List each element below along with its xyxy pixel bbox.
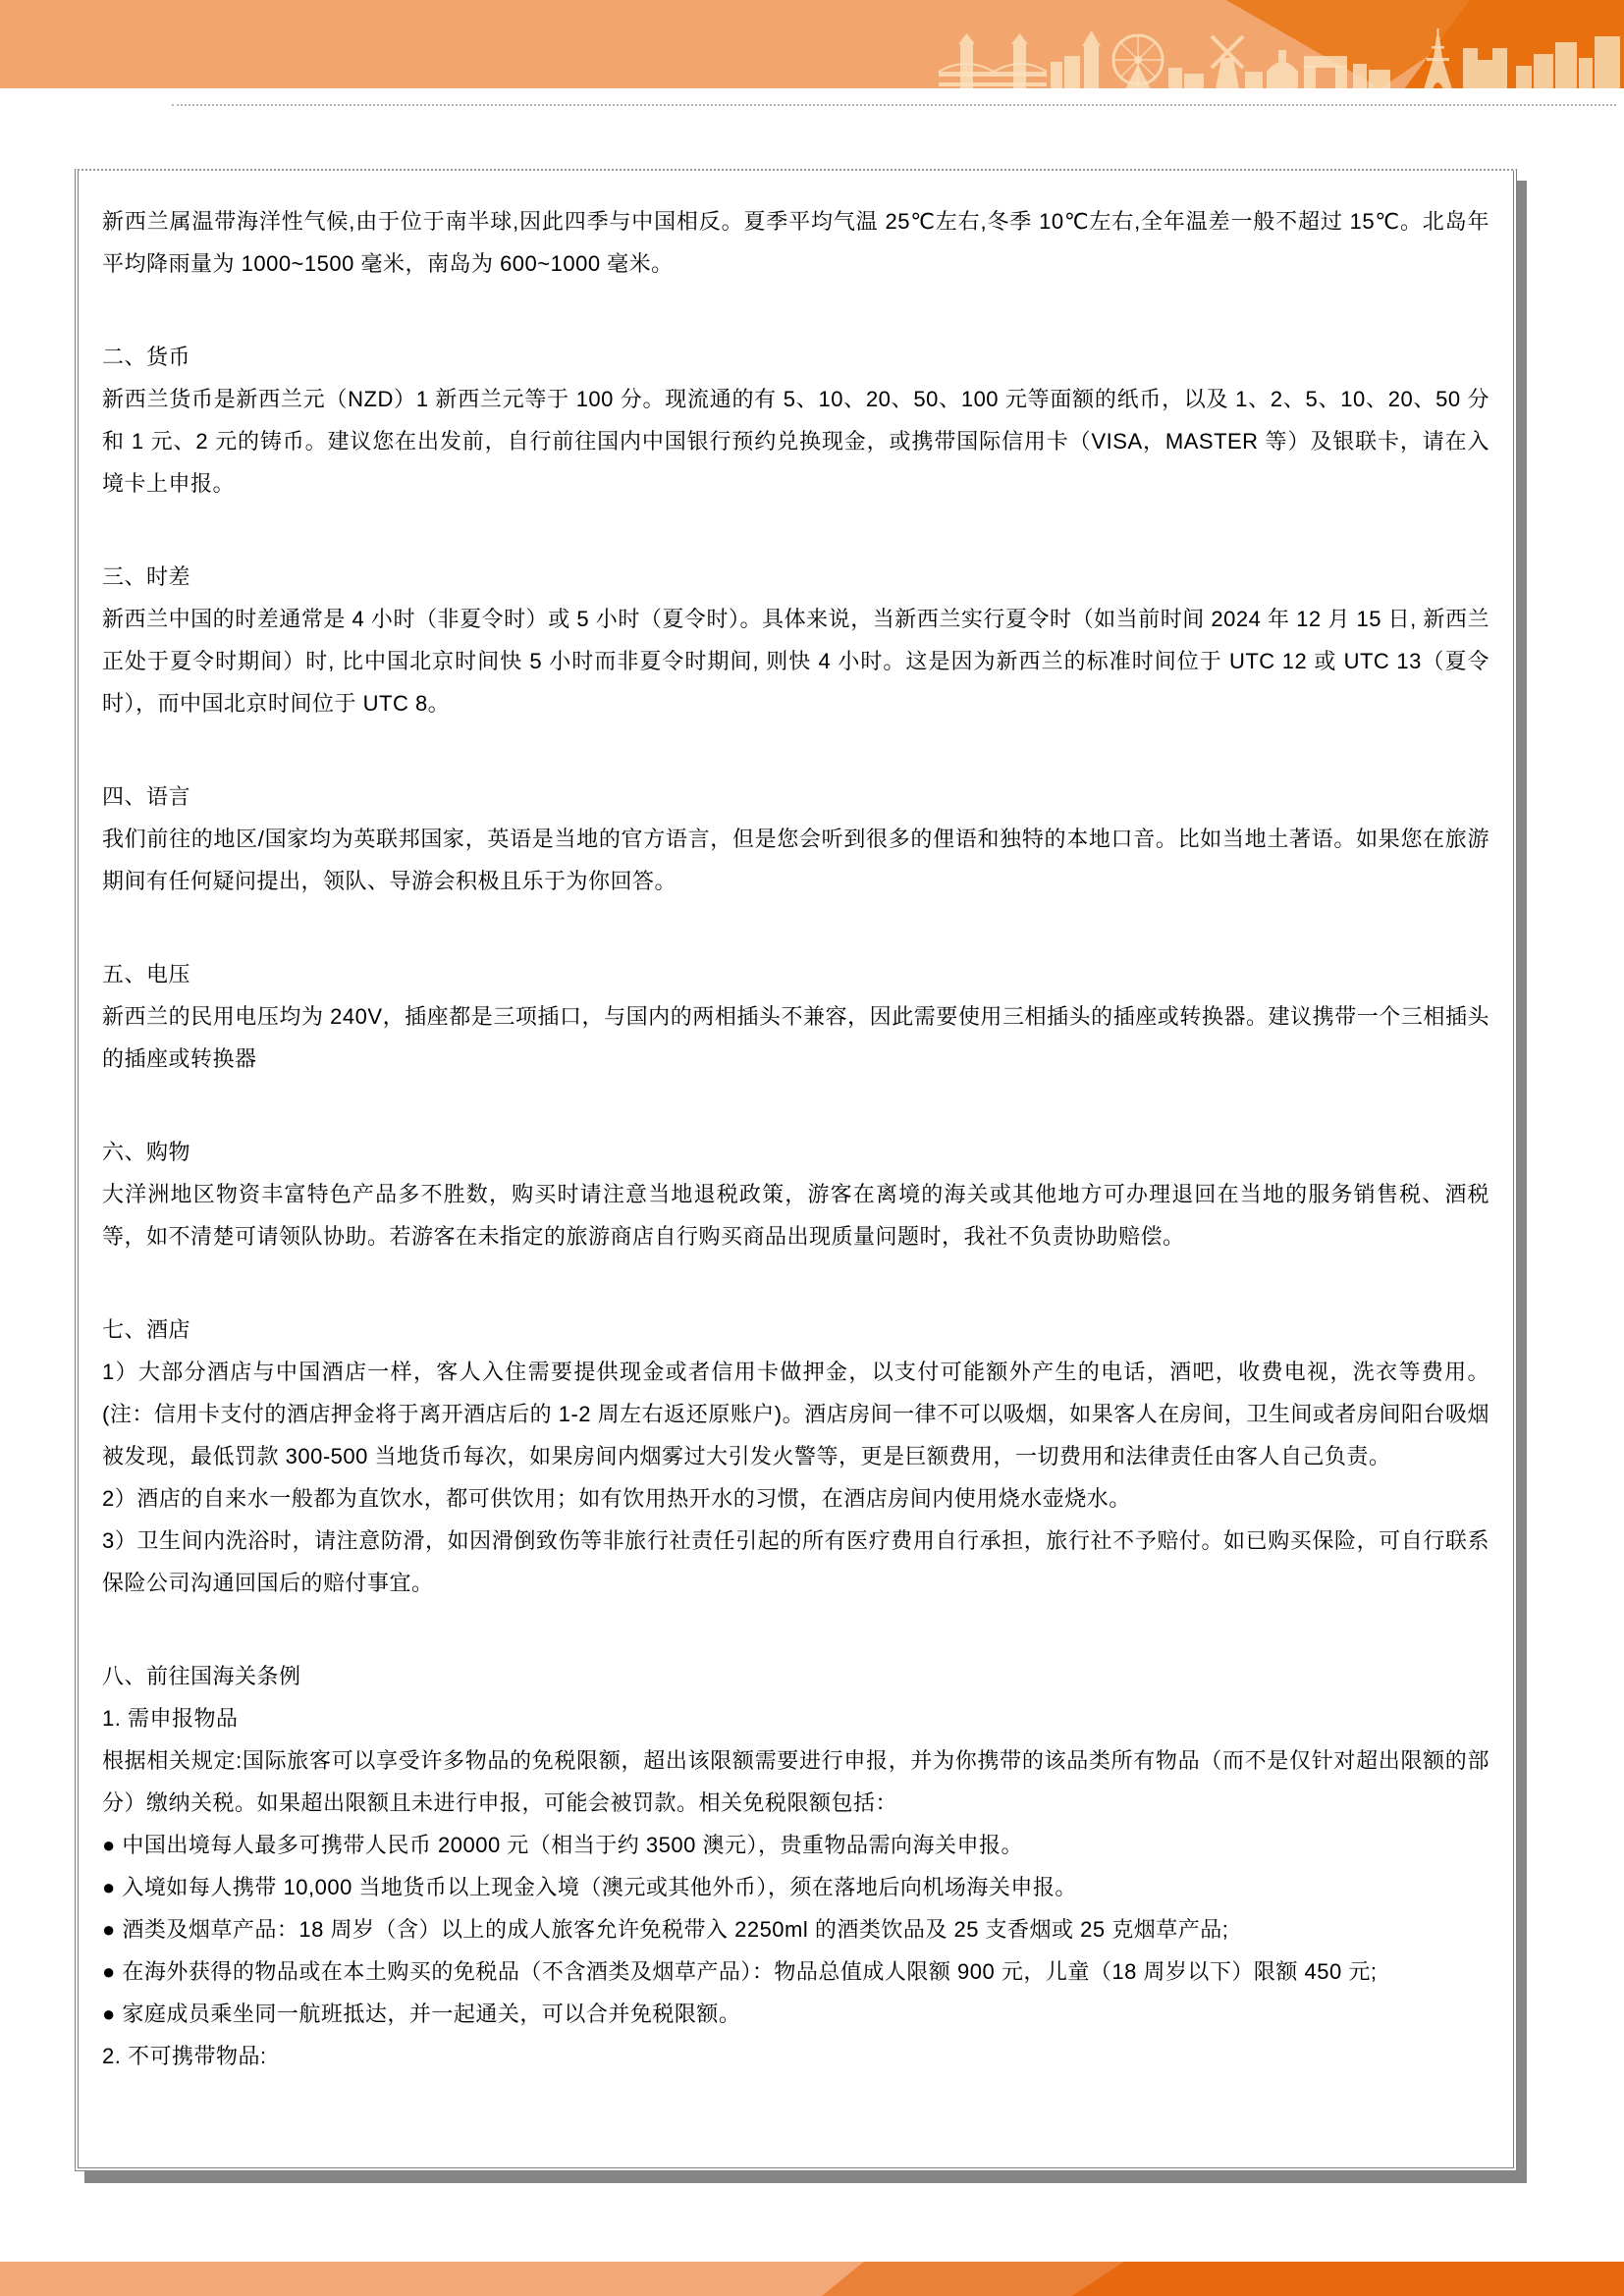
document-section	[102, 1655, 1489, 2077]
footer-banner	[0, 2262, 1624, 2296]
bullet-item: ● 家庭成员乘坐同一航班抵达，并一起通关，可以合并免税限额。	[102, 2002, 741, 2026]
section-paragraph: 3）卫生间内洗浴时，请注意防滑，如因滑倒致伤等非旅行社责任引起的所有医疗费用自行承担，旅行社不予赔付。如已购买保险，可自行联系保险公司沟通回国后的赔付事宜。	[102, 1528, 1489, 1595]
bullet-item: ● 入境如每人携带 10,000 当地货币以上现金入境（澳元或其他外币），须在落地后向机场海关申报。	[102, 1875, 1077, 1899]
document-section	[102, 556, 1489, 724]
bullet-item: ● 在海外获得的物品或在本土购买的免税品（不含酒类及烟草产品）：物品总值成人限额 900 元，儿童（18 周岁以下）限额 450 元;	[102, 1959, 1378, 1984]
content-box	[75, 169, 1517, 2171]
section-title: 七、酒店	[102, 1317, 191, 1342]
sections	[102, 336, 1489, 2077]
document-section	[102, 775, 1489, 902]
section-paragraph: 2）酒店的自来水一般都为直饮水，都可供饮用；如有饮用热开水的习惯，在酒店房间内使用烧水壶烧水。	[102, 1486, 1131, 1511]
document-section	[102, 953, 1489, 1080]
section-paragraph: 根据相关规定:国际旅客可以享受许多物品的免税限额，超出该限额需要进行申报，并为你携带的该品类所有物品（而不是仅针对超出限额的部分）缴纳关税。如果超出限额且未进行申报，可能会被罚款。相关免税限额包括：	[102, 1748, 1489, 1815]
document-section	[102, 1308, 1489, 1604]
intro-paragraph: 新西兰属温带海洋性气候,由于位于南半球,因此四季与中国相反。夏季平均气温 25℃左右,冬季 10℃左右,全年温差一般不超过 15℃。北岛年平均降雨量为 1000~1500 毫米，南岛为 600~1000 毫米。	[102, 209, 1489, 276]
document-section	[102, 1131, 1489, 1257]
section-paragraph: 1）大部分酒店与中国酒店一样，客人入住需要提供现金或者信用卡做押金，以支付可能额外产生的电话，酒吧，收费电视，洗衣等费用。(注：信用卡支付的酒店押金将于离开酒店后的 1-2 周左右返还原账户)。酒店房间一律不可以吸烟，如果客人在房间，卫生间或者房间阳台吸烟被发现，最低罚款 300-500 当地货币每次，如果房间内烟雾过大引发火警等，更是巨额费用，一切费用和法律责任由客人自己负责。	[102, 1360, 1489, 1468]
section-paragraph: 2. 不可携带物品:	[102, 2044, 267, 2068]
header-banner	[0, 0, 1624, 88]
footer-dark-shape	[0, 2262, 1624, 2296]
bullet-item: ● 中国出境每人最多可携带人民币 20000 元（相当于约 3500 澳元），贵重物品需向海关申报。	[102, 1833, 1023, 1857]
section-paragraph: 新西兰的民用电压均为 240V，插座都是三项插口，与国内的两相插头不兼容，因此需要使用三相插头的插座或转换器。建议携带一个三相插头的插座或转换器	[102, 1004, 1489, 1071]
section-paragraph: 1. 需申报物品	[102, 1706, 239, 1731]
section-paragraph: 大洋洲地区物资丰富特色产品多不胜数，购买时请注意当地退税政策，游客在离境的海关或其他地方可办理退回在当地的服务销售税、酒税等，如不清楚可请领队协助。若游客在未指定的旅游商店自行购买商品出现质量问题时，我社不负责协助赔偿。	[102, 1182, 1489, 1249]
european-landmarks-skyline-icon	[937, 28, 1624, 88]
section-title: 二、货币	[102, 345, 191, 369]
section-title: 四、语言	[102, 784, 191, 809]
section-paragraph: 新西兰货币是新西兰元（NZD）1 新西兰元等于 100 分。现流通的有 5、10、20、50、100 元等面额的纸币，以及 1、2、5、10、20、50 分和 1 元、2 元的铸币。建议您在出发前，自行前往国内中国银行预约兑换现金，或携带国际信用卡（VISA，MASTER 等）及银联卡，请在入境卡上申报。	[102, 387, 1489, 496]
header-divider	[172, 104, 1616, 106]
section-title: 五、电压	[102, 962, 191, 987]
section-title: 六、购物	[102, 1140, 191, 1164]
bullet-item: ● 酒类及烟草产品：18 周岁（含）以上的成人旅客允许免税带入 2250ml 的酒类饮品及 25 支香烟或 25 克烟草产品;	[102, 1917, 1229, 1942]
section-paragraph: 我们前往的地区/国家均为英联邦国家，英语是当地的官方语言，但是您会听到很多的俚语和独特的本地口音。比如当地土著语。如果您在旅游期间有任何疑问提出，领队、导游会积极且乐于为你回答。	[102, 827, 1489, 893]
section-title: 三、时差	[102, 564, 191, 589]
section-paragraph: 新西兰中国的时差通常是 4 小时（非夏令时）或 5 小时（夏令时）。具体来说，当新西兰实行夏令时（如当前时间 2024 年 12 月 15 日, 新西兰正处于夏令时期间）时, 比中国北京时间快 5 小时而非夏令时期间, 则快 4 小时。这是因为新西兰的标准时间位于 UTC 12 或 UTC 13（夏令时），而中国北京时间位于 UTC 8。	[102, 607, 1489, 716]
document-section	[102, 336, 1489, 505]
section-title: 八、前往国海关条例	[102, 1664, 301, 1688]
